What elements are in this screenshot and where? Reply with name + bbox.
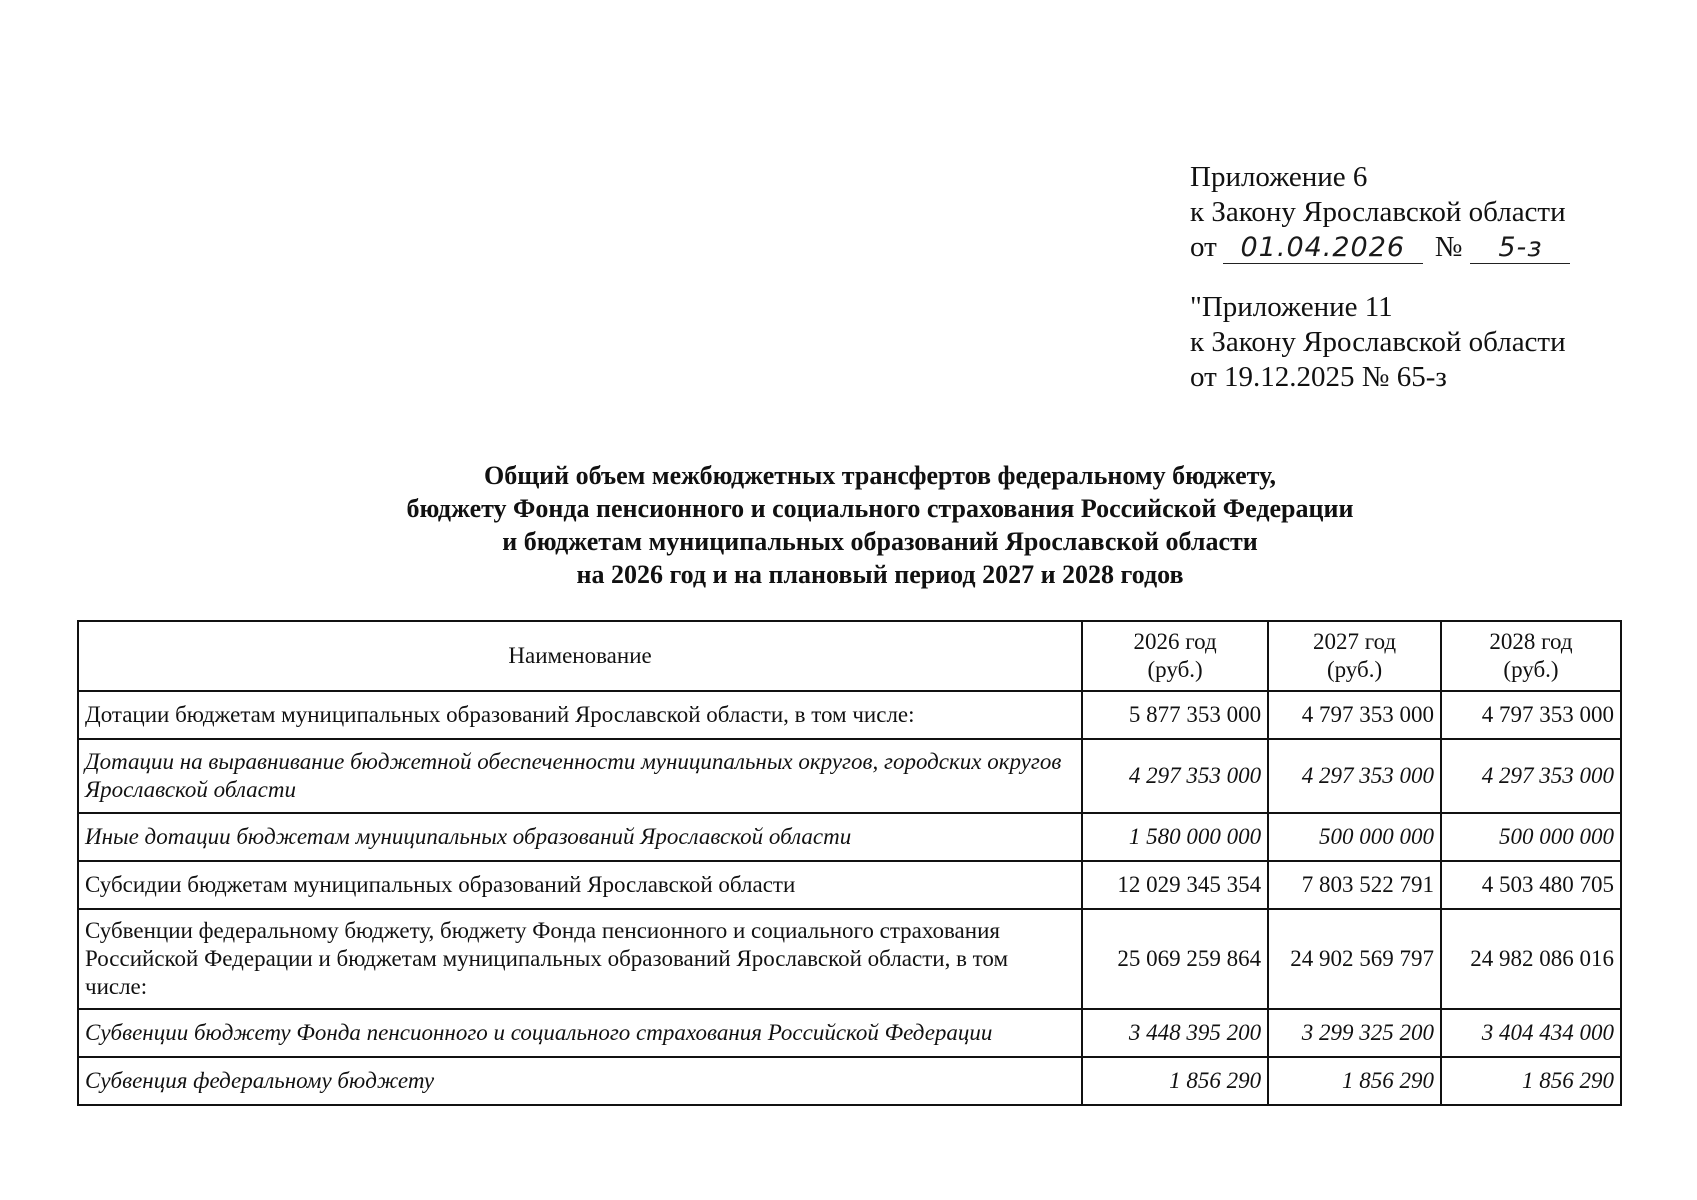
title-line-3: и бюджетам муниципальных образований Ярославской области	[502, 527, 1258, 556]
header-2027-year: 2027 год	[1312, 629, 1397, 654]
appendix-title: Приложение 6	[1190, 161, 1368, 193]
appendix-from-label: от	[1190, 231, 1217, 263]
handwritten-number: 5-з	[1470, 233, 1570, 264]
document-title	[200, 459, 1560, 591]
row-name: Субсидии бюджетам муниципальных образований Ярославской области	[78, 861, 1082, 909]
header-2027-unit: (руб.)	[1326, 657, 1383, 682]
row-value-2027: 4 797 353 000	[1268, 691, 1441, 739]
row-value-2027: 7 803 522 791	[1268, 861, 1441, 909]
row-name: Дотации на выравнивание бюджетной обеспеченности муниципальных округов, городских округов Ярославской области	[78, 739, 1082, 813]
row-value-2027: 4 297 353 000	[1268, 739, 1441, 813]
row-value-2028: 3 404 434 000	[1441, 1009, 1621, 1057]
row-value-2028: 500 000 000	[1441, 813, 1621, 861]
row-value-2026: 1 580 000 000	[1082, 813, 1268, 861]
row-name: Субвенции федеральному бюджету, бюджету Фонда пенсионного и социального страхования Российской Федерации и бюджетам муниципальных образований Ярославской области, в том числе:	[78, 909, 1082, 1009]
table-row	[78, 909, 1621, 1009]
table-row	[78, 1057, 1621, 1105]
table-row	[78, 1009, 1621, 1057]
row-value-2027: 1 856 290	[1268, 1057, 1441, 1105]
row-value-2028: 24 982 086 016	[1441, 909, 1621, 1009]
row-value-2028: 1 856 290	[1441, 1057, 1621, 1105]
transfers-table	[77, 620, 1622, 1106]
header-name: Наименование	[78, 621, 1082, 691]
appendix-date-line	[1190, 230, 1570, 265]
row-value-2026: 4 297 353 000	[1082, 739, 1268, 813]
prior-appendix-title: "Приложение 11	[1190, 291, 1393, 323]
row-value-2026: 5 877 353 000	[1082, 691, 1268, 739]
title-line-1: Общий объем межбюджетных трансфертов федеральному бюджету,	[484, 461, 1276, 490]
handwritten-date: 01.04.2026	[1223, 233, 1423, 264]
title-line-2: бюджету Фонда пенсионного и социального страхования Российской Федерации	[406, 494, 1354, 523]
row-value-2028: 4 297 353 000	[1441, 739, 1621, 813]
prior-appendix-header	[1190, 290, 1566, 395]
header-2028	[1441, 621, 1621, 691]
header-2026	[1082, 621, 1268, 691]
table-row	[78, 739, 1621, 813]
header-2028-year: 2028 год	[1489, 629, 1573, 654]
header-2026-year: 2026 год	[1133, 629, 1217, 654]
header-2028-unit: (руб.)	[1503, 657, 1559, 682]
row-value-2028: 4 797 353 000	[1441, 691, 1621, 739]
table-row	[78, 861, 1621, 909]
appendix-6-header	[1190, 160, 1570, 265]
prior-appendix-law: к Закону Ярославской области	[1190, 326, 1566, 358]
prior-appendix-ref: от 19.12.2025 № 65-з	[1190, 361, 1447, 393]
header-2027	[1268, 621, 1441, 691]
row-name: Иные дотации бюджетам муниципальных образований Ярославской области	[78, 813, 1082, 861]
row-name: Субвенция федеральному бюджету	[78, 1057, 1082, 1105]
table-row	[78, 691, 1621, 739]
header-2026-unit: (руб.)	[1147, 657, 1203, 682]
row-value-2027: 3 299 325 200	[1268, 1009, 1441, 1057]
row-value-2026: 25 069 259 864	[1082, 909, 1268, 1009]
table-row	[78, 813, 1621, 861]
table-header-row	[78, 621, 1621, 691]
row-value-2026: 3 448 395 200	[1082, 1009, 1268, 1057]
title-line-4: на 2026 год и на плановый период 2027 и 2028 годов	[576, 560, 1184, 589]
row-name: Субвенции бюджету Фонда пенсионного и социального страхования Российской Федерации	[78, 1009, 1082, 1057]
row-value-2027: 24 902 569 797	[1268, 909, 1441, 1009]
row-value-2028: 4 503 480 705	[1441, 861, 1621, 909]
appendix-law: к Закону Ярославской области	[1190, 196, 1566, 228]
appendix-number-label: №	[1434, 231, 1463, 263]
row-name: Дотации бюджетам муниципальных образований Ярославской области, в том числе:	[78, 691, 1082, 739]
row-value-2026: 1 856 290	[1082, 1057, 1268, 1105]
row-value-2027: 500 000 000	[1268, 813, 1441, 861]
row-value-2026: 12 029 345 354	[1082, 861, 1268, 909]
